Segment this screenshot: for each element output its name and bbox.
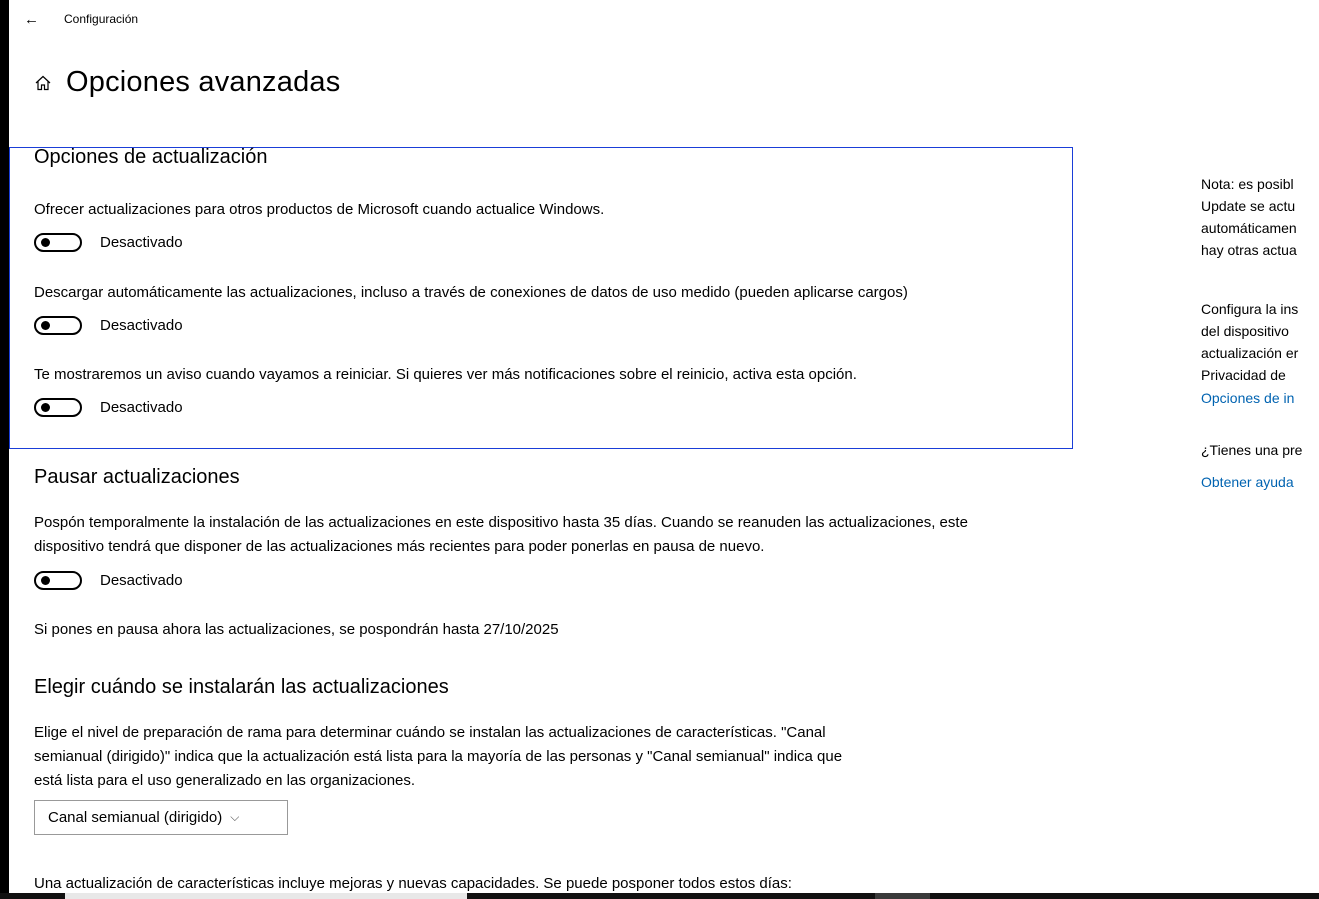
privacy-options-link[interactable]: Opciones de in <box>1201 390 1295 406</box>
title-bar <box>24 8 138 30</box>
option-description: Ofrecer actualizaciones para otros productos de Microsoft cuando actualice Windows. <box>34 201 605 218</box>
home-icon[interactable] <box>34 74 52 92</box>
toggle-switch[interactable] <box>34 233 82 252</box>
sidebar-privacy-line: Privacidad de <box>1201 367 1286 383</box>
other-products-toggle[interactable] <box>34 233 183 252</box>
page-header <box>34 66 340 99</box>
pause-description-line2: dispositivo tendrá que disponer de las actualizaciones más recientes para poder ponerlas en pausa de nuevo. <box>34 538 765 555</box>
get-help-link[interactable]: Obtener ayuda <box>1201 474 1294 490</box>
toggle-state: Desactivado <box>100 234 183 251</box>
window-left-edge <box>0 0 9 893</box>
toggle-knob <box>41 403 50 412</box>
update-options-title: Opciones de actualización <box>34 146 268 168</box>
taskbar <box>0 893 1319 899</box>
sidebar-note-line: automáticamen <box>1201 220 1297 236</box>
sidebar-note-line: hay otras actua <box>1201 242 1297 258</box>
toggle-state: Desactivado <box>100 399 183 416</box>
dropdown-selected-value: Canal semianual (dirigido) <box>48 809 223 826</box>
metered-download-toggle[interactable] <box>34 316 183 335</box>
restart-notification-toggle[interactable] <box>34 398 183 417</box>
page-title: Opciones avanzadas <box>66 66 341 98</box>
toggle-knob <box>41 576 50 585</box>
option-description: Te mostraremos un aviso cuando vayamos a reiniciar. Si quieres ver más notificaciones sobre el reinicio, activa esta opción. <box>34 366 857 383</box>
pause-description-line1: Pospón temporalmente la instalación de las actualizaciones en este dispositivo hasta 35 días. Cuando se reanuden las actualizaciones, este <box>34 514 968 531</box>
back-arrow-icon[interactable]: ← <box>24 10 39 28</box>
pause-note: Si pones en pausa ahora las actualizaciones, se pospondrán hasta 27/10/2025 <box>34 621 559 638</box>
branch-readiness-dropdown[interactable] <box>34 800 288 835</box>
toggle-state: Desactivado <box>100 317 183 334</box>
sidebar-note-line: Update se actu <box>1201 198 1296 214</box>
taskbar-search-area[interactable] <box>65 893 467 899</box>
option-description: Descargar automáticamente las actualizaciones, incluso a través de conexiones de datos de uso medido (pueden aplicarse cargos) <box>34 284 908 301</box>
chevron-down-icon: ⌵ <box>230 810 240 824</box>
toggle-switch[interactable] <box>34 571 82 590</box>
feature-update-footer: Una actualización de características incluye mejoras y nuevas capacidades. Se puede posponer todos estos días: <box>34 875 792 892</box>
toggle-knob <box>41 321 50 330</box>
toggle-switch[interactable] <box>34 316 82 335</box>
pause-updates-title: Pausar actualizaciones <box>34 466 240 488</box>
pause-updates-toggle[interactable] <box>34 571 183 590</box>
app-title: Configuración <box>64 12 139 26</box>
sidebar-question: ¿Tienes una pre <box>1201 442 1303 458</box>
sidebar-note-line: Nota: es posibl <box>1201 176 1294 192</box>
choose-description-line2: semianual (dirigido)" indica que la actualización está lista para la mayoría de las personas y "Canal semianual" indica que <box>34 748 843 765</box>
toggle-switch[interactable] <box>34 398 82 417</box>
choose-description-line3: está lista para el uso generalizado en las organizaciones. <box>34 772 416 789</box>
toggle-knob <box>41 238 50 247</box>
sidebar-privacy-line: Configura la ins <box>1201 301 1299 317</box>
sidebar-privacy-line: del dispositivo <box>1201 323 1289 339</box>
choose-install-title: Elegir cuándo se instalarán las actualizaciones <box>34 676 449 698</box>
choose-description-line1: Elige el nivel de preparación de rama para determinar cuándo se instalan las actualizaciones de características. "Canal <box>34 724 826 741</box>
sidebar-privacy-line: actualización er <box>1201 345 1299 361</box>
taskbar-app-icon[interactable] <box>875 893 930 899</box>
toggle-state: Desactivado <box>100 572 183 589</box>
